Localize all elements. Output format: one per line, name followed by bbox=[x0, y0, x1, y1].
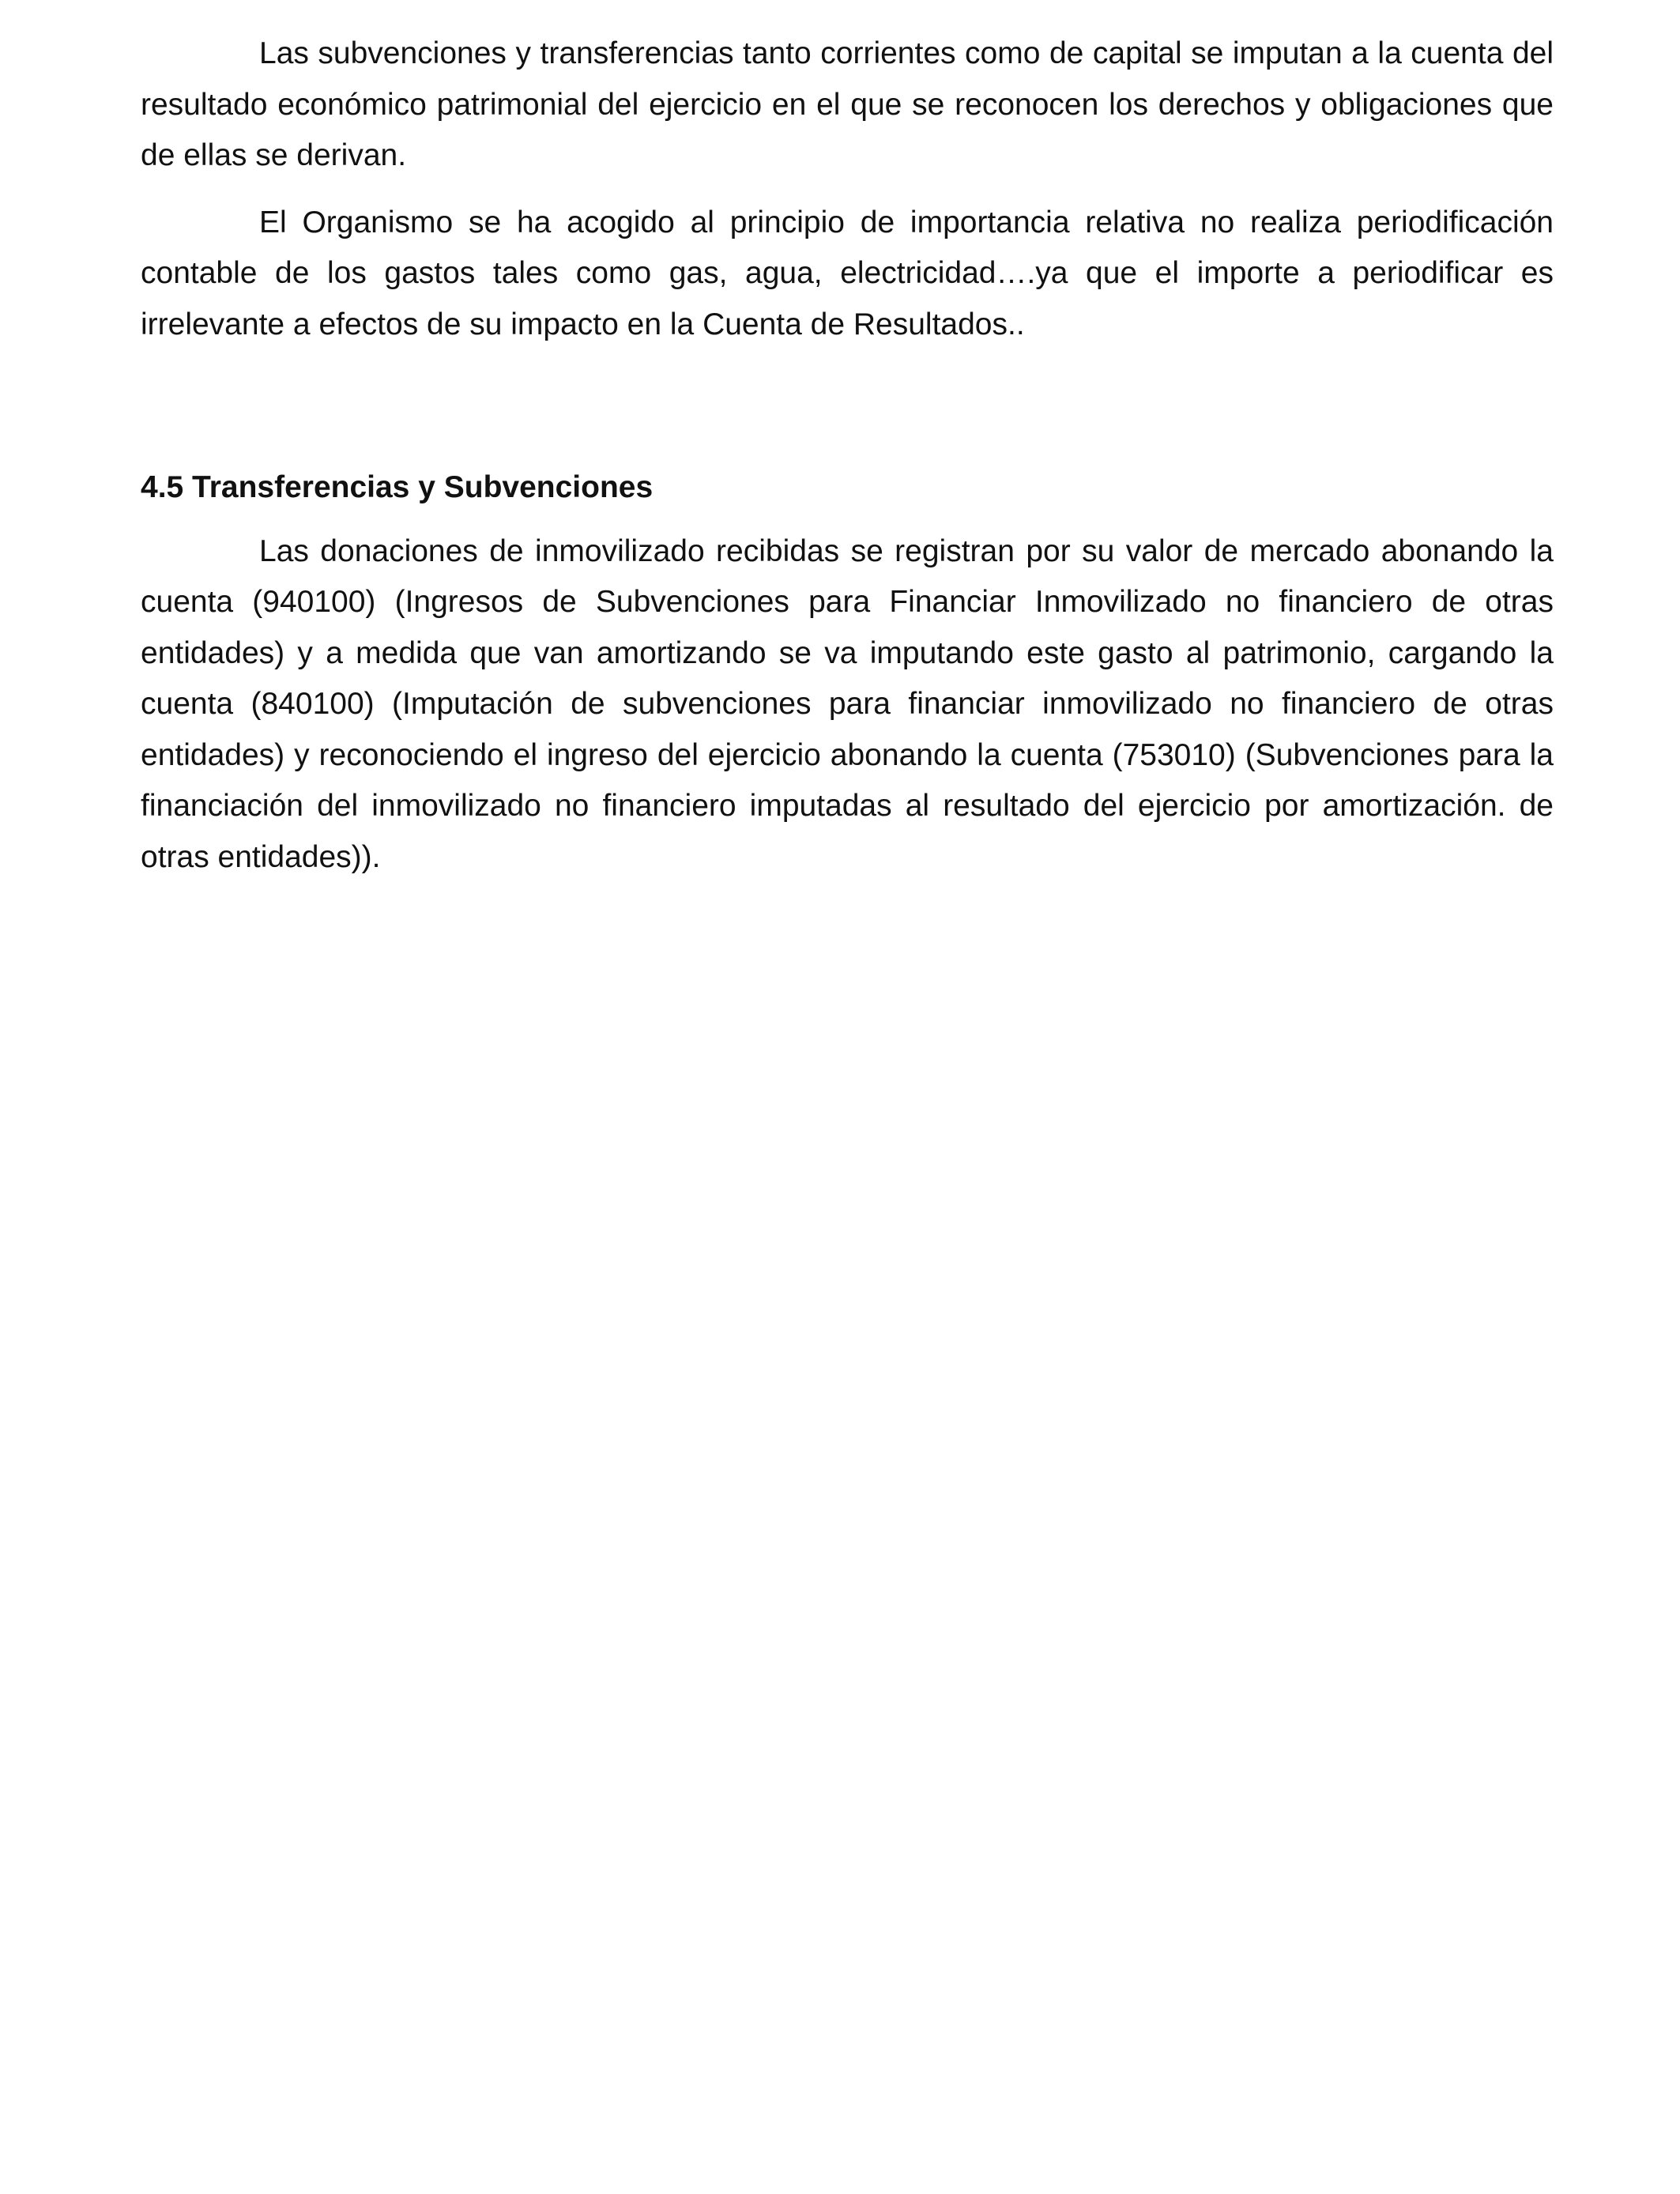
paragraph-importancia-relativa: El Organismo se ha acogido al principio de importancia relativa no realiza periodificación contable de los gastos tales como gas, agua, electricidad….ya que el importe a periodificar es irrelevante a efectos de su impacto en la Cuenta de Resultados.. bbox=[141, 205, 1554, 341]
paragraph-donaciones-inmovilizado: Las donaciones de inmovilizado recibidas se registran por su valor de mercado abonando la cuenta (940100) (Ingresos de Subvenciones para Financiar Inmovilizado no financiero de otras entidades) y a medida que van amortizando se va imputando este gasto al patrimonio, cargando la cuenta (840100) (Imputación de subvenciones para financiar inmovilizado no financiero de otras entidades) y reconociendo el ingreso del ejercicio abonando la cuenta (753010) (Subvenciones para la financiación del inmovilizado no financiero imputadas al resultado del ejercicio por amortización. de otras entidades)). bbox=[141, 533, 1554, 874]
paragraph-subvenciones-imputacion: Las subvenciones y transferencias tanto corrientes como de capital se imputan a la cuenta del resultado económico patrimonial del ejercicio en el que se reconocen los derechos y obligaciones que de ellas se derivan. bbox=[141, 36, 1554, 172]
document-page bbox=[141, 28, 1554, 883]
section-heading: 4.5 Transferencias y Subvenciones bbox=[141, 470, 654, 504]
